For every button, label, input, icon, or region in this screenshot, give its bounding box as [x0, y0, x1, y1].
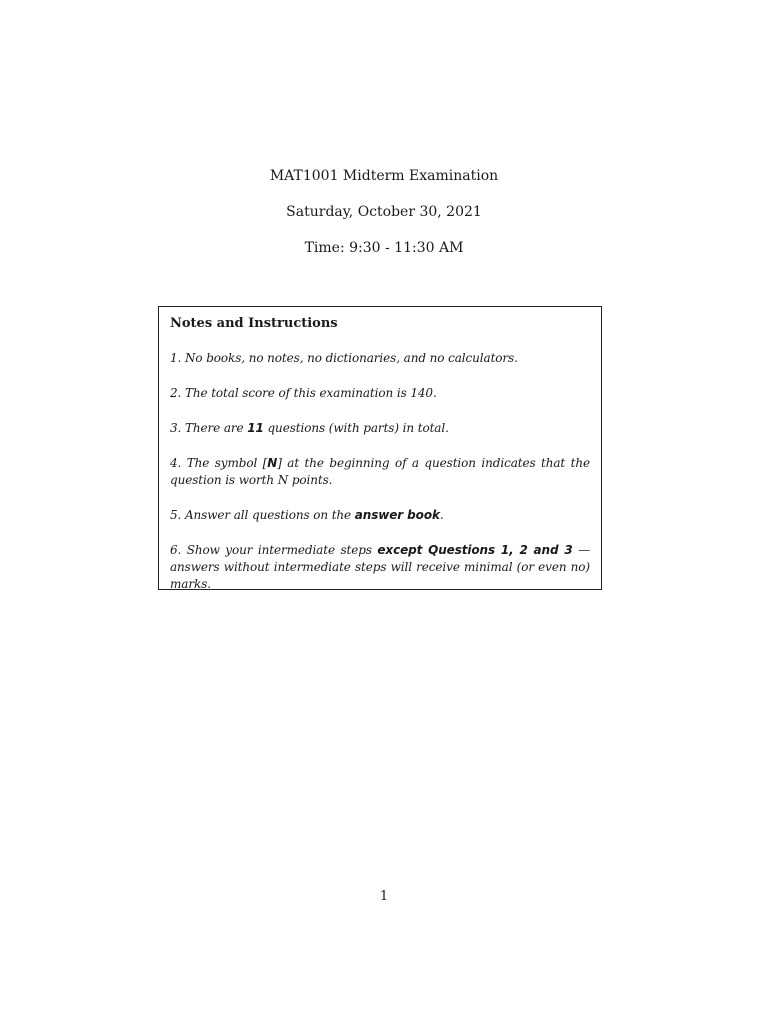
instruction-text: 1. No books, no notes, no dictionaries, and no calculators. [170, 351, 518, 365]
instruction-emphasis: except Questions 1, 2 and 3 [377, 543, 573, 557]
instruction-emphasis: 11 [247, 421, 264, 435]
instruction-item [170, 385, 590, 402]
instruction-text: 5. Answer all questions on the [170, 508, 355, 522]
page-number: 1 [379, 889, 389, 904]
instructions-list [170, 350, 590, 593]
exam-date: Saturday, October 30, 2021 [286, 204, 482, 220]
instruction-text: 6. Show your intermediate steps [170, 543, 378, 557]
instruction-item [170, 420, 590, 437]
instruction-emphasis: answer book [354, 508, 440, 522]
instructions-heading: Notes and Instructions [170, 316, 338, 331]
instruction-item [170, 350, 590, 367]
instruction-text: 4. The symbol [ [170, 456, 268, 470]
instruction-item [170, 542, 590, 593]
instructions-box [158, 306, 602, 590]
instruction-text: ] at the beginning of a question indicates that the question is worth N points. [170, 456, 590, 487]
instruction-item [170, 507, 590, 524]
exam-time: Time: 9:30 - 11:30 AM [304, 240, 464, 256]
instruction-text: 2. The total score of this examination is 140. [170, 386, 437, 400]
exam-title: MAT1001 Midterm Examination [269, 168, 499, 184]
instruction-text: . [439, 508, 444, 522]
instruction-emphasis: N [267, 456, 278, 470]
instruction-text: — answers without intermediate steps will receive minimal (or even no) marks. [170, 543, 590, 591]
instruction-text: questions (with parts) in total. [263, 421, 449, 435]
instruction-item [170, 455, 590, 489]
instruction-text: 3. There are [170, 421, 248, 435]
